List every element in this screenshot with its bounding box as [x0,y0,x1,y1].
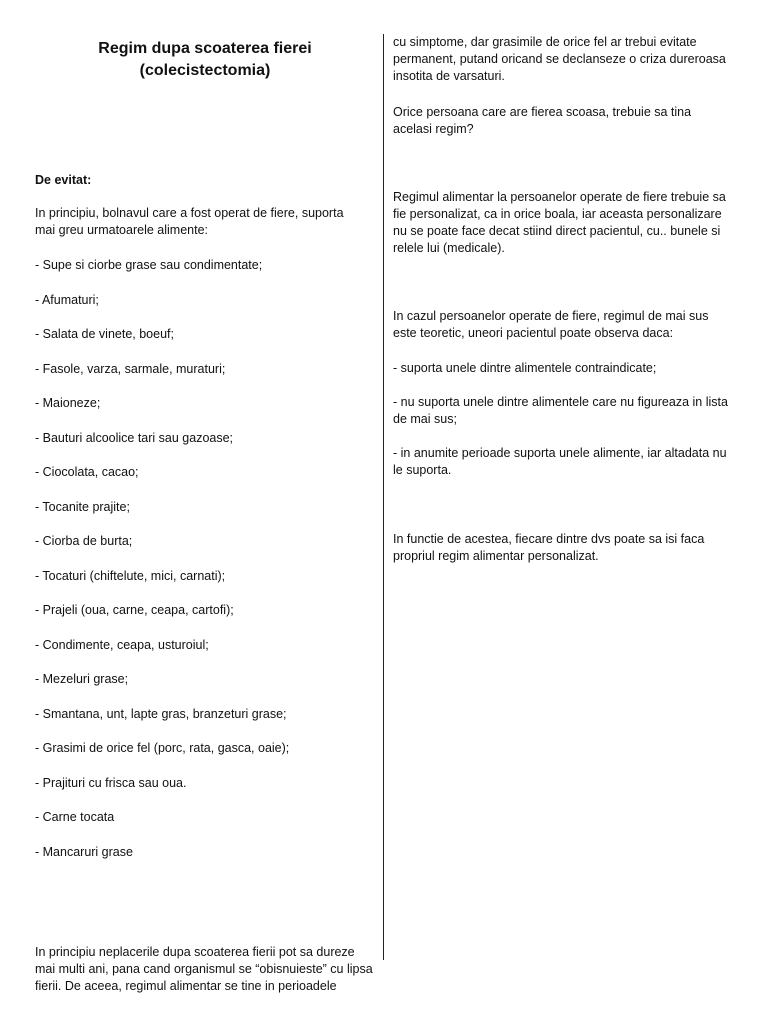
right-bullet-3: - in anumite perioade suporta unele alimente, iar altadata nu le suporta. [393,446,727,477]
title-line-1: Regim dupa scoaterea fierei [98,40,312,57]
list-item: - Condimente, ceapa, usturoiul; [35,637,209,652]
list-item: - Afumaturi; [35,292,99,307]
list-item: - Smantana, unt, lapte gras, branzeturi grase; [35,706,287,721]
document-title [35,38,375,82]
list-item: - Mezeluri grase; [35,672,129,686]
right-bullet-2: - nu suporta unele dintre alimentele care nu figureaza in lista de mai sus; [393,395,728,426]
list-item: - Bauturi alcoolice tari sau gazoase; [35,430,234,445]
list-item: - Supe si ciorbe grase sau condimentate; [35,258,263,272]
title-line-2: (colecistectomia) [139,62,271,79]
list-item: - Fasole, varza, sarmale, muraturi; [35,361,226,376]
list-item: - Salata de vinete, boeuf; [35,327,174,341]
right-closing-paragraph: In functie de acestea, fiecare dintre dvs poate sa isi faca propriul regim alimentar personalizat. [393,532,705,563]
column-divider [383,34,384,960]
list-item: - Mancaruri grase [35,844,133,859]
right-paragraph-4: In cazul persoanelor operate de fiere, regimul de mai sus este teoretic, uneori pacientul poate observa daca: [393,309,709,340]
list-item: - Ciorba de burta; [35,534,133,548]
list-item: - Prajeli (oua, carne, ceapa, cartofi); [35,603,234,617]
list-item: - Tocanite prajite; [35,499,130,514]
left-closing-paragraph: In principiu neplacerile dupa scoaterea fierii pot sa dureze mai multi ani, pana cand organismul se “obisnuieste” cu lipsa fierii. De aceea, regimul alimentar se tine in perioadele [35,945,373,993]
list-item: - Prajituri cu frisca sau oua. [35,775,187,790]
list-item: - Grasimi de orice fel (porc, rata, gasca, oaie); [35,741,290,755]
list-item: - Ciocolata, cacao; [35,465,139,479]
right-paragraph-1: cu simptome, dar grasimile de orice fel ar trebui evitate permanent, putand oricand se declanseze o criza dureroasa insotita de varsaturi. [393,35,726,83]
intro-paragraph: In principiu, bolnavul care a fost operat de fiere, suporta mai greu urmatoarele alimente: [35,206,344,237]
list-item: - Carne tocata [35,810,115,824]
section-heading: De evitat: [35,173,92,187]
list-item: - Maioneze; [35,396,101,410]
right-question: Orice persoana care are fierea scoasa, trebuie sa tina acelasi regim? [393,105,692,136]
right-paragraph-3: Regimul alimentar la persoanelor operate de fiere trebuie sa fie personalizat, ca in orice boala, iar aceasta personalizare nu se poate face decat stiind direct pacientul, cu.. bunele si relele lui (medicale). [393,190,726,255]
right-bullet-1: - suporta unele dintre alimentele contraindicate; [393,361,657,375]
list-item: - Tocaturi (chiftelute, mici, carnati); [35,568,226,583]
avoid-list [35,257,375,878]
left-column [35,38,375,993]
